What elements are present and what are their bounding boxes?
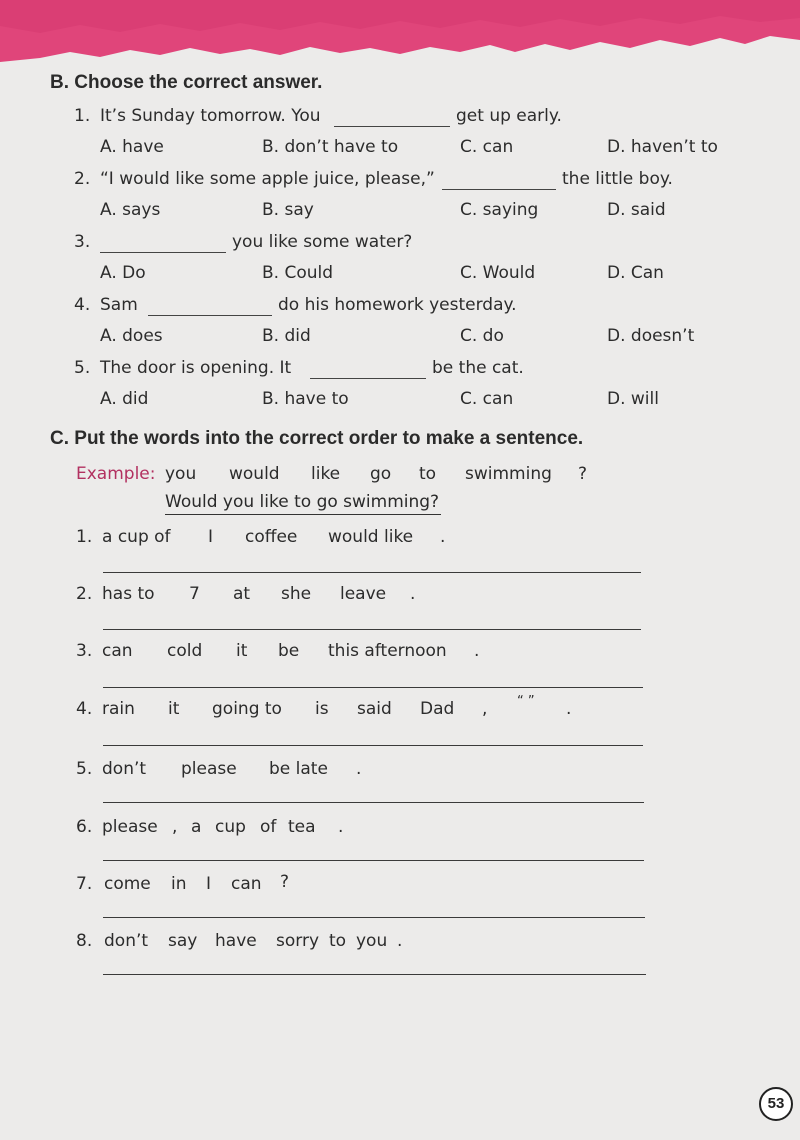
example-word: you: [165, 464, 197, 484]
question-text-after: the little boy.: [562, 169, 673, 189]
word-chip: of: [260, 817, 277, 837]
word-chip: have: [215, 931, 257, 951]
word-chip: don’t: [104, 931, 149, 951]
word-chip: please: [102, 817, 158, 837]
option-a[interactable]: A. did: [100, 389, 149, 409]
word-chip: ,: [172, 817, 178, 837]
word-chip: please: [181, 759, 237, 779]
word-chip: going to: [212, 699, 282, 719]
option-c[interactable]: C. can: [460, 137, 514, 157]
example-word: ?: [578, 464, 588, 484]
option-a[interactable]: A. says: [100, 200, 161, 220]
example-word: to: [419, 464, 437, 484]
question-text-after: do his homework yesterday.: [278, 295, 517, 315]
word-chip: said: [357, 699, 392, 719]
example-word: would: [229, 464, 280, 484]
answer-blank[interactable]: [100, 252, 226, 253]
word-chip: cup: [215, 817, 246, 837]
word-chip: is: [315, 699, 329, 719]
word-chip: at: [233, 584, 251, 604]
word-chip: can: [231, 874, 262, 894]
word-chip: sorry: [276, 931, 319, 951]
option-a[interactable]: A. does: [100, 326, 163, 346]
word-chip: be late: [269, 759, 328, 779]
answer-line[interactable]: [103, 629, 641, 630]
word-chip: has to: [102, 584, 155, 604]
word-chip: .: [410, 584, 416, 604]
answer-blank[interactable]: [334, 126, 450, 127]
word-chip: say: [168, 931, 198, 951]
answer-blank[interactable]: [310, 378, 426, 379]
word-chip: she: [281, 584, 312, 604]
example-answer: Would you like to go swimming?: [165, 492, 441, 515]
word-chip: come: [104, 874, 151, 894]
option-b[interactable]: B. say: [262, 200, 314, 220]
example-word: like: [311, 464, 341, 484]
question-text-before: Sam: [100, 295, 138, 315]
section-c-heading: C. Put the words into the correct order to make a sentence.: [50, 428, 584, 449]
option-c[interactable]: C. can: [460, 389, 514, 409]
option-d[interactable]: D. Can: [607, 263, 664, 283]
word-chip: ,: [482, 699, 488, 719]
answer-line[interactable]: [103, 745, 643, 746]
word-chip: .: [356, 759, 362, 779]
option-d[interactable]: D. said: [607, 200, 666, 220]
word-chip: this afternoon: [328, 641, 447, 661]
option-d[interactable]: D. will: [607, 389, 659, 409]
word-chip: in: [171, 874, 187, 894]
question-number: 4.: [74, 295, 91, 315]
question-text-before: It’s Sunday tomorrow. You: [100, 106, 321, 126]
item-number: 7.: [76, 874, 93, 894]
word-chip: tea: [288, 817, 316, 837]
question-text-after: be the cat.: [432, 358, 524, 378]
answer-line[interactable]: [103, 974, 646, 975]
word-chip: it: [236, 641, 248, 661]
item-number: 1.: [76, 527, 93, 547]
section-b-heading: B. Choose the correct answer.: [50, 72, 323, 93]
word-chip: a cup of: [102, 527, 171, 547]
word-chip: rain: [102, 699, 135, 719]
question-number: 1.: [74, 106, 91, 126]
word-chip: .: [397, 931, 403, 951]
answer-line[interactable]: [103, 917, 645, 918]
word-chip: can: [102, 641, 133, 661]
word-chip: you: [356, 931, 388, 951]
answer-line[interactable]: [103, 860, 644, 861]
word-chip: a: [191, 817, 202, 837]
option-c[interactable]: C. saying: [460, 200, 539, 220]
item-number: 5.: [76, 759, 93, 779]
example-label: Example:: [76, 464, 156, 484]
option-c[interactable]: C. do: [460, 326, 504, 346]
item-number: 4.: [76, 699, 93, 719]
word-chip: cold: [167, 641, 203, 661]
word-chip: .: [338, 817, 344, 837]
word-chip: don’t: [102, 759, 147, 779]
word-chip: leave: [340, 584, 387, 604]
word-chip: .: [474, 641, 480, 661]
option-d[interactable]: D. doesn’t: [607, 326, 695, 346]
word-chip: would like: [328, 527, 414, 547]
word-chip: I: [208, 527, 214, 547]
word-chip: coffee: [245, 527, 298, 547]
answer-line[interactable]: [103, 802, 644, 803]
option-a[interactable]: A. Do: [100, 263, 146, 283]
example-word: swimming: [465, 464, 552, 484]
option-b[interactable]: B. Could: [262, 263, 334, 283]
example-word: go: [370, 464, 392, 484]
word-chip: be: [278, 641, 300, 661]
word-chip: .: [440, 527, 446, 547]
item-number: 3.: [76, 641, 93, 661]
item-number: 2.: [76, 584, 93, 604]
question-text-after: get up early.: [456, 106, 562, 126]
word-chip: it: [168, 699, 180, 719]
option-b[interactable]: B. don’t have to: [262, 137, 399, 157]
item-number: 8.: [76, 931, 93, 951]
question-text-before: “I would like some apple juice, please,”: [100, 169, 435, 189]
word-chip: .: [566, 699, 572, 719]
word-chip: “ ”: [517, 694, 535, 709]
word-chip: ?: [280, 872, 290, 892]
answer-line[interactable]: [103, 572, 641, 573]
answer-line[interactable]: [103, 687, 643, 688]
word-chip: 7: [189, 584, 200, 604]
option-b[interactable]: B. did: [262, 326, 311, 346]
answer-blank[interactable]: [148, 315, 272, 316]
pink-header-banner: [0, 0, 800, 70]
question-text-before: The door is opening. It: [100, 358, 292, 378]
word-chip: to: [329, 931, 347, 951]
question-number: 5.: [74, 358, 91, 378]
option-c[interactable]: C. Would: [460, 263, 536, 283]
page-number: 53: [759, 1087, 793, 1121]
answer-blank[interactable]: [442, 189, 556, 190]
option-d[interactable]: D. haven’t to: [607, 137, 718, 157]
option-a[interactable]: A. have: [100, 137, 164, 157]
word-chip: I: [206, 874, 212, 894]
question-text-after: you like some water?: [232, 232, 413, 252]
question-number: 2.: [74, 169, 91, 189]
question-number: 3.: [74, 232, 91, 252]
option-b[interactable]: B. have to: [262, 389, 349, 409]
word-chip: Dad: [420, 699, 455, 719]
item-number: 6.: [76, 817, 93, 837]
